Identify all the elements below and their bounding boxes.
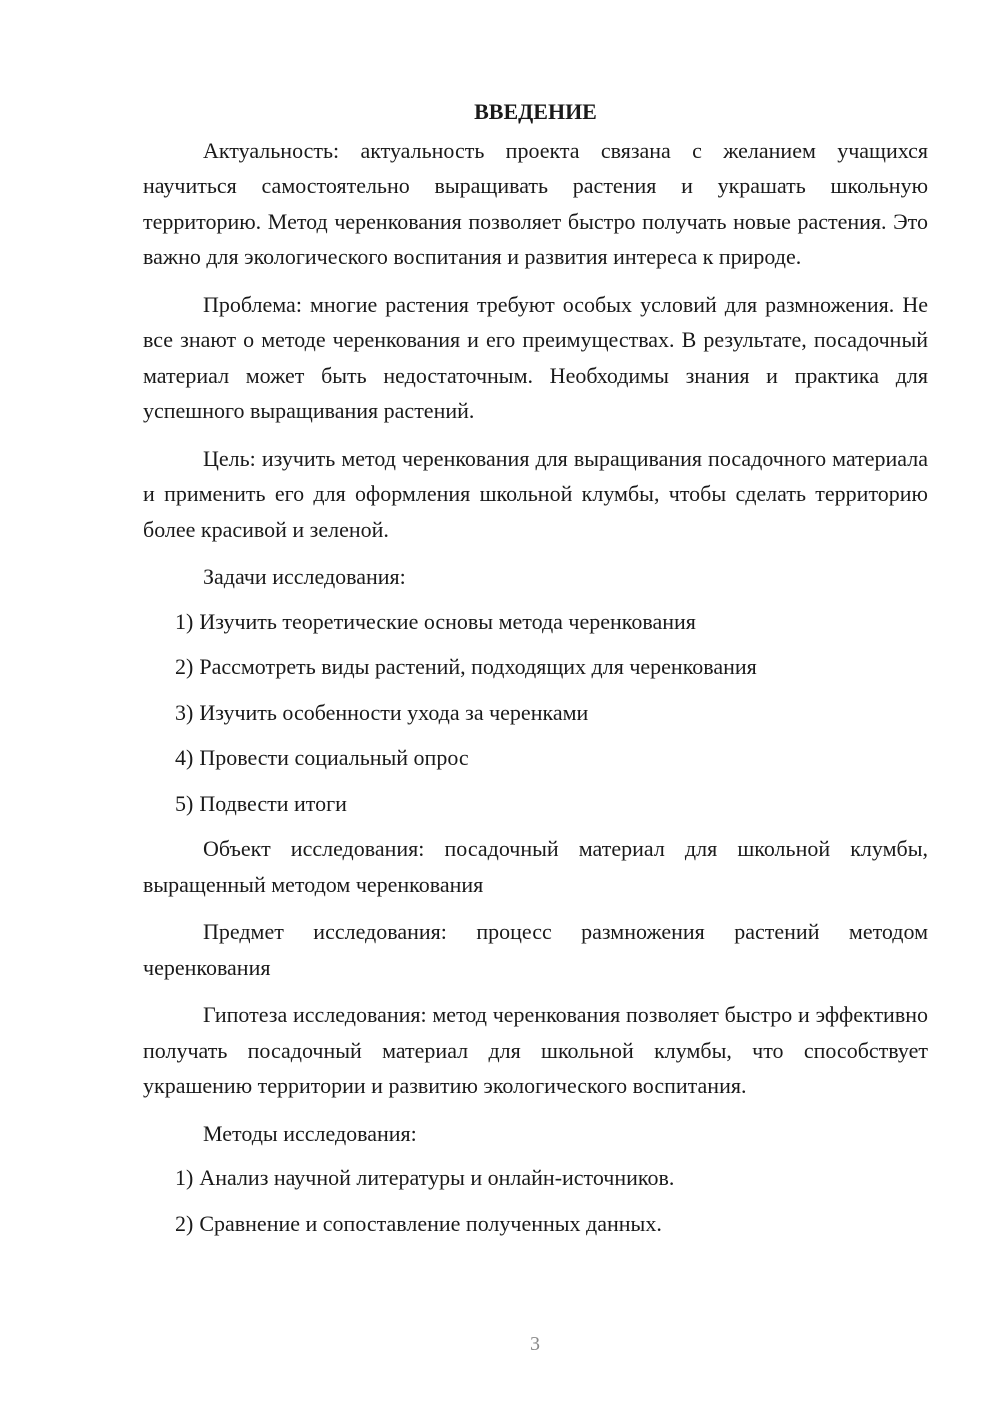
- document-page: [143, 94, 928, 1251]
- list-item-number: 2): [175, 1210, 194, 1236]
- list-item: [143, 604, 928, 640]
- relevance-paragraph: Актуальность: актуальность проекта связана с желанием учащихся научиться самостоятельно выращивать растения и украшать школьную территорию. Метод черенкования позволяет быстро получать новые растения. Это важно для экологического воспитания и развития интереса к природе.: [143, 137, 928, 269]
- methods-heading: Методы исследования:: [203, 1120, 417, 1146]
- list-item-text: Изучить особенности ухода за черенками: [199, 699, 589, 725]
- list-item-text: Изучить теоретические основы метода черенкования: [199, 608, 696, 634]
- list-item-text: Провести социальный опрос: [199, 745, 469, 770]
- object-paragraph: Объект исследования: посадочный материал для школьной клумбы, выращенный методом черенкования: [143, 836, 928, 897]
- list-item-number: 1): [175, 608, 194, 634]
- list-item: [143, 695, 928, 731]
- list-item-number: 3): [175, 699, 194, 725]
- list-item: [143, 740, 928, 776]
- list-item-number: 4): [175, 745, 194, 770]
- methods-list: [143, 1160, 928, 1241]
- list-item-number: 5): [175, 790, 194, 816]
- list-item-number: 2): [175, 654, 194, 679]
- tasks-heading: Задачи исследования:: [203, 564, 406, 589]
- list-item: [143, 1160, 928, 1196]
- goal-paragraph: Цель: изучить метод черенкования для выращивания посадочного материала и применить его для оформления школьной клумбы, чтобы сделать территорию более красивой и зеленой.: [143, 445, 928, 542]
- section-title: ВВЕДЕНИЕ: [474, 99, 597, 124]
- list-item: [143, 649, 928, 685]
- problem-paragraph: Проблема: многие растения требуют особых условий для размножения. Не все знают о методе черенкования и его преимуществах. В результате, посадочный материал может быть недостаточным. Необходимы знания и практика для успешного выращивания растений.: [143, 291, 928, 423]
- list-item: [143, 786, 928, 822]
- list-item-text: Анализ научной литературы и онлайн-источников.: [199, 1165, 675, 1190]
- list-item-text: Рассмотреть виды растений, подходящих для черенкования: [199, 654, 757, 679]
- page-number: 3: [530, 1333, 540, 1355]
- list-item-text: Сравнение и сопоставление полученных данных.: [199, 1210, 662, 1236]
- hypothesis-paragraph: Гипотеза исследования: метод черенкования позволяет быстро и эффективно получать посадочный материал для школьной клумбы, что способствует украшению территории и развитию экологического воспитания.: [143, 1002, 928, 1098]
- list-item: [143, 1206, 928, 1242]
- subject-paragraph: Предмет исследования: процесс размножения растений методом черенкования: [143, 919, 928, 980]
- tasks-list: [143, 604, 928, 822]
- list-item-text: Подвести итоги: [199, 790, 347, 816]
- list-item-number: 1): [175, 1165, 194, 1190]
